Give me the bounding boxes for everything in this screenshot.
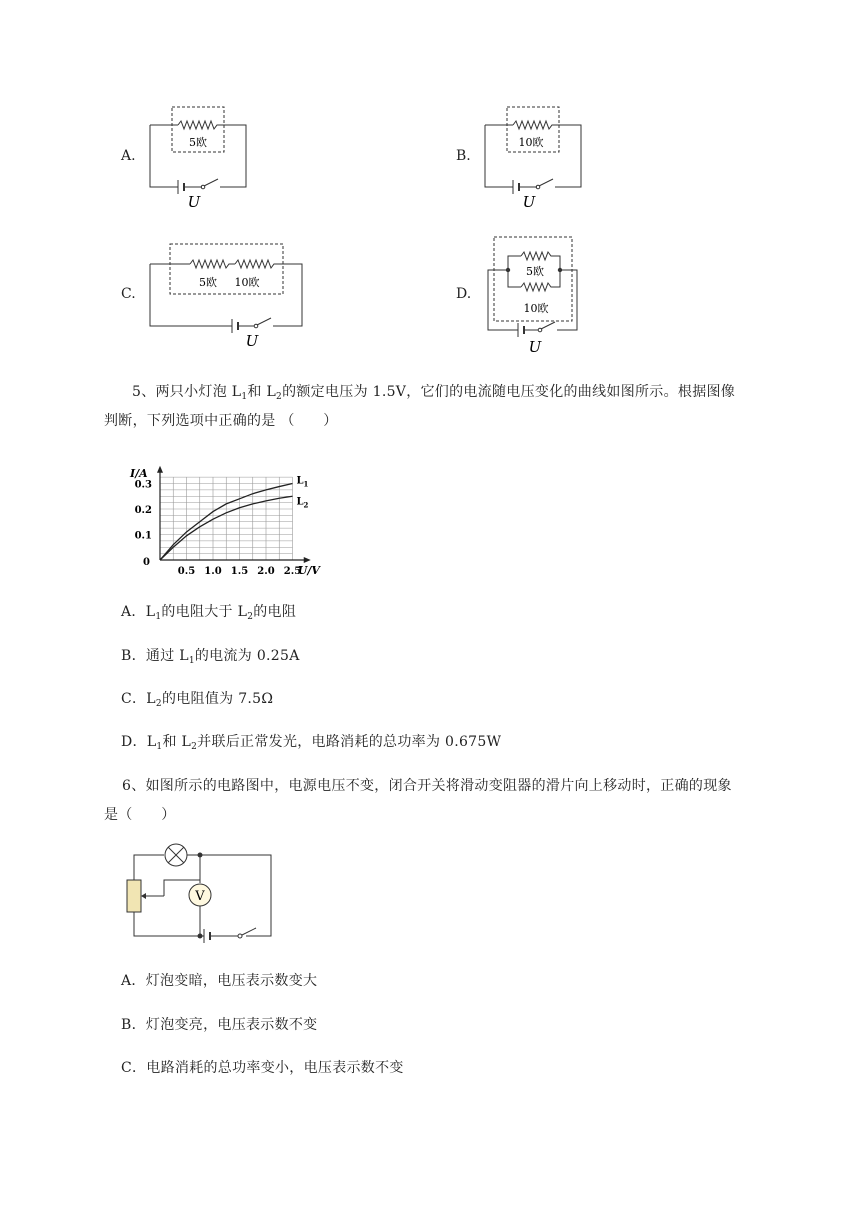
series-label-1: $L_1$ [296, 475, 309, 489]
y-tick-label: 0.1 [134, 530, 152, 542]
x-tick-label: 2.0 [257, 566, 275, 577]
y-tick-label: 0.2 [134, 505, 152, 516]
source-label: U [245, 332, 259, 350]
option-c-letter: C. [121, 286, 136, 302]
source-label: U [187, 193, 201, 211]
q6-option-c: C．电路消耗的总功率变小，电压表示数不变 [121, 1060, 404, 1076]
q5-option-d: D．$L_1$和 $L_2$并联后正常发光，电路消耗的总功率为 0.675W [121, 734, 502, 752]
iv-chart [128, 440, 343, 580]
resistor-label: 5欧 [526, 265, 544, 278]
x-tick-label: 1.5 [230, 566, 249, 577]
x-tick-label: 2.5 [283, 566, 302, 577]
resistor-label: 5欧 [189, 136, 207, 149]
circuit-b [475, 100, 595, 215]
option-a-letter: A. [121, 148, 136, 164]
circuit-q6 [118, 842, 283, 947]
resistor-icon [235, 260, 280, 268]
y-axis-label: I/A [130, 466, 148, 480]
q5-stem: 5、两只小灯泡 $L_1$和 $L_2$的额定电压为 1.5V，它们的电流随电压变化的曲线如图所示。根据图像判断，下列选项中正确的是 （ ） [104, 384, 736, 429]
circuit-d [478, 232, 588, 357]
circuit-a [140, 100, 260, 215]
y-axis-arrow [157, 466, 163, 473]
resistor-label: 5欧 [199, 276, 217, 289]
q6-option-b: B．灯泡变亮，电压表示数不变 [121, 1017, 318, 1033]
x-tick-label: 1.0 [204, 566, 222, 577]
circuit-c [140, 238, 315, 353]
switch-icon [238, 934, 242, 938]
x-axis-arrow [304, 557, 311, 563]
q5-option-c: C．$L_2$的电阻值为 7.5Ω [121, 691, 274, 709]
resistor-label: 10欧 [234, 276, 260, 289]
q5-option-b: B．通过 $L_1$的电流为 0.25A [121, 648, 300, 666]
voltmeter-label: V [195, 889, 205, 904]
resistor-icon [178, 121, 228, 129]
option-b-letter: B. [456, 148, 471, 164]
x-tick-label: 0.5 [177, 566, 196, 577]
dashed-box [170, 244, 283, 294]
option-d-letter: D. [456, 286, 472, 302]
q6-option-a: A．灯泡变暗，电压表示数变大 [121, 973, 318, 989]
rheostat-icon [127, 880, 141, 912]
x-axis-label: U/V [297, 564, 320, 577]
origin-label: 0 [143, 557, 150, 568]
y-tick-label: 0.3 [134, 479, 152, 491]
source-label: U [522, 193, 536, 211]
resistor-icon [190, 260, 235, 268]
q6-stem: 6、如图所示的电路图中，电源电压不变，闭合开关将滑动变阻器的滑片向上移动时，正确的现象是（ ） [104, 778, 732, 823]
q5-option-a: A．$L_1$的电阻大于 $L_2$的电阻 [121, 604, 297, 622]
resistor-label: 10欧 [518, 136, 544, 149]
source-label: U [528, 338, 542, 356]
resistor-icon [513, 121, 563, 129]
series-label-2: $L_2$ [296, 496, 309, 510]
slider-arrow-icon [141, 893, 146, 899]
resistor-label: 10欧 [523, 302, 549, 315]
